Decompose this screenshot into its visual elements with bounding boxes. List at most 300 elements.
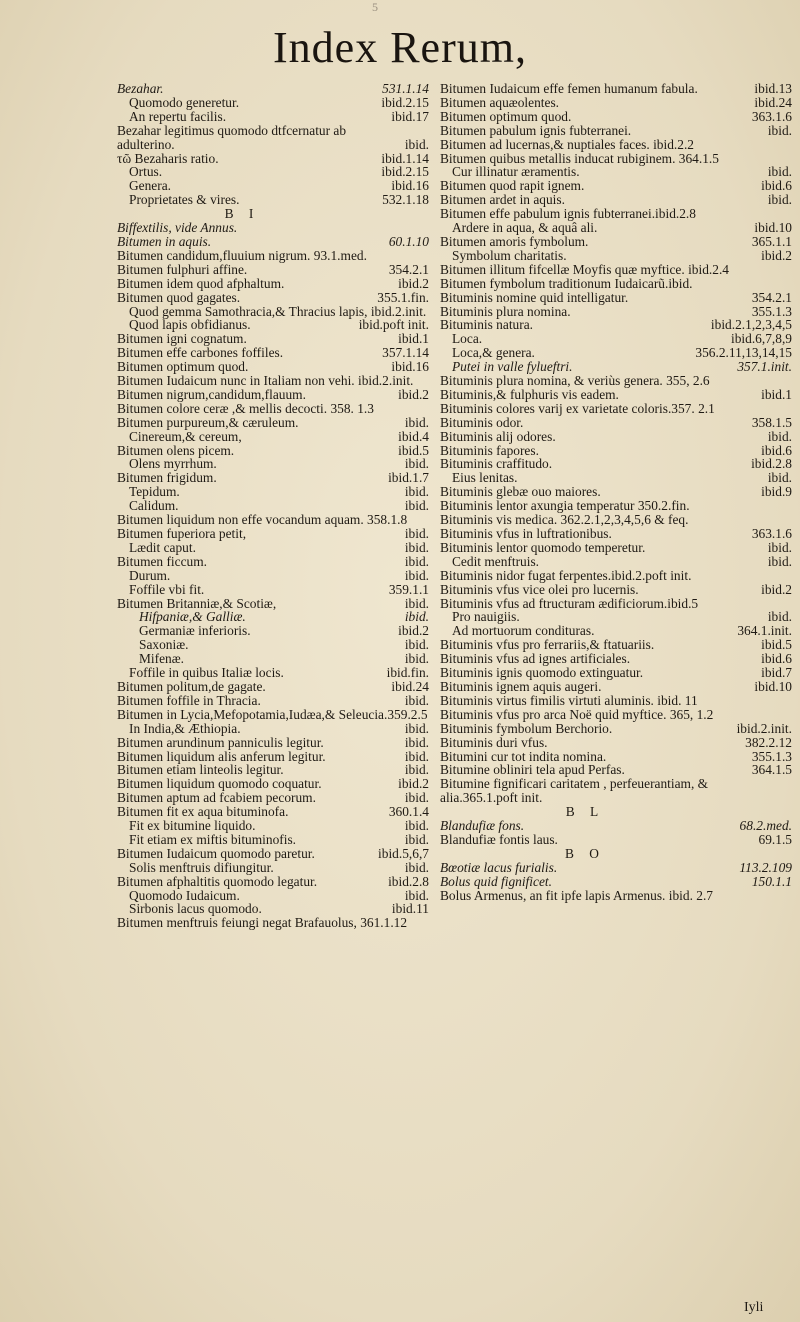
entry-text: Bituminis lentor axungia temperatur 350.2.fin. [440, 498, 690, 514]
index-entry [440, 332, 792, 346]
index-entry [440, 722, 792, 736]
entry-reference: ibid.2 [398, 275, 429, 291]
index-entry [440, 263, 792, 277]
entry-text: Quod gemma Samothracia,& Thracius lapis, ibid.2.init. [129, 303, 427, 319]
entry-text: Bitumen frigidum. [117, 470, 217, 486]
entry-reference: ibid.2.8 [388, 873, 429, 889]
index-entry [440, 110, 792, 124]
index-entry [117, 346, 429, 360]
entry-text: Saxoniæ. [139, 637, 189, 653]
entry-reference: 531.1.14 [382, 81, 429, 96]
index-entry [440, 388, 792, 402]
entry-text: Bitumen candidum,fluuium nigrum. 93.1.med. [117, 247, 367, 263]
entry-reference: ibid.4 [398, 428, 429, 444]
entry-text: Bitumini cur tot indita nomina. [440, 748, 607, 764]
entry-text: Bitumen Britanniæ,& Scotiæ, [117, 595, 277, 611]
entry-reference: 355.1.3 [751, 748, 792, 764]
index-entry [440, 471, 792, 485]
entry-reference: 532.1.18 [382, 192, 429, 208]
entry-reference: ibid.16 [391, 178, 429, 194]
entry-text: Bitumen foffile in Thracia. [117, 692, 261, 708]
index-entry [117, 847, 429, 861]
index-entry [440, 652, 792, 666]
entry-reference: ibid.10 [754, 678, 792, 694]
entry-text: Bitumen nigrum,candidum,flauum. [117, 386, 306, 402]
entry-text: Durum. [129, 567, 171, 583]
index-entry [440, 777, 792, 805]
entry-text: Bitumen in aquis. [117, 233, 212, 249]
entry-text: Proprietates & vires. [129, 192, 240, 208]
index-entry [440, 708, 792, 722]
index-entry [117, 750, 429, 764]
entry-reference: ibid.13 [754, 81, 792, 96]
index-entry [440, 750, 792, 764]
entry-reference: ibid. [404, 414, 429, 430]
entry-reference: 363.1.6 [751, 526, 792, 541]
index-entry [117, 318, 429, 332]
entry-reference: 357.1.14 [382, 345, 429, 361]
entry-reference: ibid. [404, 637, 429, 653]
index-entry [117, 624, 429, 638]
index-entry [440, 82, 792, 96]
entry-text: Bitumen liquidum non effe vocandum aquam. 358.1.8 [117, 512, 408, 528]
entry-text: Bituminis nomine quid intelligatur. [440, 289, 629, 305]
entry-text: An repertu facilis. [129, 108, 227, 124]
index-entry [117, 527, 429, 541]
entry-reference: ibid. [404, 720, 429, 736]
entry-text: Genera. [129, 178, 172, 194]
entry-reference: ibid.2 [398, 776, 429, 792]
entry-reference: ibid.17 [391, 108, 429, 124]
entry-reference: ibid.2 [398, 623, 429, 639]
entry-text: Bitumen fulphuri affine. [117, 261, 248, 277]
index-entry [440, 138, 792, 152]
entry-text: Mifenæ. [139, 651, 185, 667]
entry-text: Blandufiæ fons. [440, 818, 525, 834]
entry-text: Bituminis lentor quomodo temperetur. [440, 539, 646, 555]
entry-text: Bitumen afphaltitis quomodo legatur. [117, 873, 318, 889]
index-entry [440, 694, 792, 708]
entry-reference: ibid.24 [391, 678, 429, 694]
entry-reference: ibid.poft init. [358, 317, 429, 333]
entry-text: Fit ex bitumine liquido. [129, 818, 256, 834]
index-entry [440, 346, 792, 360]
index-entry [440, 193, 792, 207]
entry-text: Bitumen olens picem. [117, 442, 235, 458]
index-entry [440, 318, 792, 332]
entry-text: Bitumen ad lucernas,& nuptiales faces. ibid.2.2 [440, 136, 694, 152]
entry-text: Bituminis vfus ad ftructuram ædificiorum.ibid.5 [440, 595, 699, 611]
entry-reference: ibid. [404, 748, 429, 764]
entry-text: τῶ Bezaharis ratio. [117, 150, 219, 166]
entry-reference: ibid.1 [398, 331, 429, 347]
page-top-mark: 5 [372, 0, 378, 14]
entry-reference: ibid. [767, 164, 792, 180]
entry-reference: ibid. [767, 192, 792, 208]
entry-reference: ibid. [404, 553, 429, 569]
index-entry [117, 652, 429, 666]
index-entry [117, 694, 429, 708]
entry-reference: ibid. [404, 831, 429, 847]
entry-reference: ibid.11 [391, 901, 429, 917]
entry-text: Bitumen pabulum ignis fubterranei. [440, 122, 632, 138]
index-entry [440, 291, 792, 305]
index-entry [440, 179, 792, 193]
entry-text: In India,& Æthiopia. [129, 720, 241, 736]
index-entry [440, 513, 792, 527]
entry-reference: ibid.16 [391, 359, 429, 375]
index-entry [440, 875, 792, 889]
entry-text: Lædit caput. [129, 539, 196, 555]
entry-text: Bituminis vfus vice olei pro lucernis. [440, 581, 639, 597]
entry-reference: ibid.6 [761, 178, 792, 194]
index-entry [117, 777, 429, 791]
entry-text: Bituminis fapores. [440, 442, 539, 458]
entry-text: Bitumen fit ex aqua bituminofa. [117, 804, 289, 820]
index-entry [117, 263, 429, 277]
entry-text: Bitumen politum,de gagate. [117, 678, 266, 694]
index-entry [117, 402, 429, 416]
section-heading [440, 805, 792, 819]
index-entry [117, 485, 429, 499]
index-entry [117, 430, 429, 444]
entry-reference: 354.2.1 [388, 261, 429, 277]
section-heading [440, 847, 792, 861]
entry-reference: ibid. [404, 734, 429, 750]
index-entry [117, 124, 429, 152]
entry-text: Foffile in quibus Italiæ locis. [129, 665, 284, 681]
entry-text: Bituminis glebæ ouo maiores. [440, 484, 601, 500]
entry-text: Bezahar legitimus quomodo dtfcernatur ab adulterino. [117, 122, 347, 152]
entry-text: Bitumen illitum fifcellæ Moyfis quæ myftice. ibid.2.4 [440, 261, 729, 277]
entry-text: Bitumen quibus metallis inducat rubiginem. 364.1.5 [440, 150, 719, 166]
entry-text: Bitumen menftruis feiungi negat Brafauolus, 361.1.12 [117, 915, 408, 931]
index-entry [117, 513, 429, 527]
index-entry [440, 819, 792, 833]
entry-reference: ibid. [767, 539, 792, 555]
entry-text: Bituminis virtus fimilis virtuti aluminis. ibid. 11 [440, 692, 698, 708]
index-entry [117, 875, 429, 889]
entry-text: Bituminis vfus ad ignes artificiales. [440, 651, 631, 667]
entry-text: Bitumen Iudaicum quomodo paretur. [117, 845, 315, 861]
index-entry [440, 624, 792, 638]
entry-reference: 360.1.4 [388, 804, 429, 820]
section-heading [117, 207, 429, 221]
entry-text: Fit etiam ex miftis bituminofis. [129, 831, 297, 847]
entry-text: Bituminis plura nomina. [440, 303, 571, 319]
index-entry [440, 680, 792, 694]
entry-text: Calidum. [129, 498, 179, 514]
entry-reference: 359.2.5 [387, 706, 428, 722]
index-entry [440, 569, 792, 583]
index-entry [117, 165, 429, 179]
entry-reference: 356.2.11,13,14,15 [695, 345, 792, 361]
entry-text: Bezahar. [117, 81, 164, 96]
entry-reference: 68.2.med. [739, 818, 792, 834]
index-entry [117, 541, 429, 555]
entry-text: Bitumine fignificari caritatem , perfeuerantiam, & alia. [440, 776, 709, 806]
entry-text: Pro nauigiis. [452, 609, 520, 625]
entry-reference: ibid.2 [761, 247, 792, 263]
index-entry [440, 305, 792, 319]
index-entry [117, 374, 429, 388]
entry-reference: ibid. [767, 609, 792, 625]
entry-reference: ibid.7 [761, 665, 792, 681]
entry-text: Tepidum. [129, 484, 180, 500]
index-entry [440, 165, 792, 179]
index-entry [117, 763, 429, 777]
entry-reference: 364.1.5 [751, 762, 792, 778]
entry-text: Bitumen liquidum alis anferum legitur. [117, 748, 326, 764]
entry-text: Ad mortuorum condituras. [452, 623, 595, 639]
index-entry [440, 527, 792, 541]
index-entry [117, 708, 429, 722]
entry-text: Bitumine obliniri tela apud Perfas. [440, 762, 625, 778]
index-entry [117, 179, 429, 193]
entry-reference: ibid.2.1,2,3,4,5 [710, 317, 792, 333]
index-entry [117, 416, 429, 430]
entry-text: Solis menftruis difiungitur. [129, 859, 274, 875]
index-entry [117, 902, 429, 916]
index-entry [117, 680, 429, 694]
index-entry [117, 82, 429, 96]
entry-text: Cedit menftruis. [452, 553, 540, 569]
entry-reference: ibid.5 [761, 637, 792, 653]
entry-text: Ardere in aqua, & aquâ ali. [452, 220, 598, 236]
index-entry [440, 763, 792, 777]
index-entry [117, 360, 429, 374]
entry-text: Bitumen etiam linteolis legitur. [117, 762, 284, 778]
entry-text: Bituminis natura. [440, 317, 533, 333]
entry-text: Bitumen Iudaicum nunc in Italiam non vehi. ibid.2.init. [117, 373, 414, 389]
entry-reference: ibid. [767, 428, 792, 444]
index-entry [117, 555, 429, 569]
entry-reference: 364.1.init. [737, 623, 792, 639]
entry-text: Sirbonis lacus quomodo. [129, 901, 262, 917]
entry-reference: ibid.fin. [386, 665, 429, 681]
entry-reference: 69.1.5 [758, 831, 792, 847]
entry-text: Bitumen colore ceræ ,& mellis decocti. 358. 1.3 [117, 400, 374, 416]
entry-reference: ibid.24 [754, 94, 792, 110]
index-entry [440, 638, 792, 652]
entry-reference: ibid.6 [761, 651, 792, 667]
entry-text: Bitumen effe pabulum ignis fubterranei.ibid.2.8 [440, 206, 696, 222]
entry-text: Cur illinatur æramentis. [452, 164, 580, 180]
entry-reference: ibid. [767, 122, 792, 138]
entry-reference: 355.1.3 [751, 303, 792, 319]
entry-text: Bœotiæ lacus furialis. [440, 859, 558, 875]
entry-reference: 363.1.6 [751, 108, 792, 124]
index-entry [117, 305, 429, 319]
entry-text: Bituminis,& fulphuris vis eadem. [440, 386, 619, 402]
entry-text: Bolus Armenus, an fit ipfe lapis Armenus. ibid. 2.7 [440, 887, 713, 903]
entry-reference: 150.1.1 [751, 873, 792, 889]
entry-text: Bitumen purpureum,& cæruleum. [117, 414, 299, 430]
index-entry [117, 277, 429, 291]
entry-reference: ibid.5 [398, 442, 429, 458]
index-entry [117, 388, 429, 402]
entry-text: Symbolum charitatis. [452, 247, 567, 263]
index-entry [440, 444, 792, 458]
entry-text: Bituminis vfus in luftrationibus. [440, 526, 612, 541]
index-entry [117, 791, 429, 805]
entry-text: Cinereum,& cereum, [129, 428, 242, 444]
index-entry [117, 457, 429, 471]
entry-text: Bitumen igni cognatum. [117, 331, 247, 347]
index-entry [440, 430, 792, 444]
entry-reference: ibid.10 [754, 220, 792, 236]
index-entry [440, 555, 792, 569]
entry-reference: 113.2.109 [739, 859, 792, 875]
entry-reference: ibid. [404, 498, 429, 514]
index-entry [440, 152, 792, 166]
index-entry [117, 722, 429, 736]
entry-reference: ibid.6,7,8,9 [730, 331, 792, 347]
entry-reference: ibid. [767, 553, 792, 569]
entry-text: Bituminis fymbolum Berchorio. [440, 720, 613, 736]
index-entry [440, 610, 792, 624]
entry-reference: ibid. [404, 762, 429, 778]
entry-text: B L [565, 804, 605, 820]
entry-reference: ibid. [404, 609, 429, 625]
index-entry [440, 402, 792, 416]
entry-reference: 359.1.1 [388, 581, 429, 597]
entry-text: Bitumen optimum quod. [440, 108, 572, 124]
entry-reference: ibid.2.15 [381, 94, 429, 110]
entry-text: Bitumen Iudaicum effe femen humanum fabula. [440, 81, 698, 96]
entry-text: Bolus quid fignificet. [440, 873, 552, 889]
entry-text: Bituminis ignis quomodo extinguatur. [440, 665, 644, 681]
entry-reference: 357.1.init. [737, 359, 792, 375]
entry-text: Loca. [452, 331, 483, 347]
index-entry [440, 861, 792, 875]
index-entry [440, 207, 792, 221]
index-entry [117, 861, 429, 875]
index-entry [440, 124, 792, 138]
entry-reference: ibid. [404, 539, 429, 555]
entry-text: Bitumen ficcum. [117, 553, 207, 569]
entry-reference: ibid.2.15 [381, 164, 429, 180]
entry-reference: ibid.2.8 [751, 456, 792, 472]
index-entry [117, 96, 429, 110]
entry-text: Bituminis vfus pro arca Noë quid myftice. 365, 1.2 [440, 706, 714, 722]
catchword: Iyli [744, 1300, 764, 1315]
right-column [440, 82, 792, 902]
entry-text: Bitumen quod rapit ignem. [440, 178, 585, 194]
index-entry [117, 597, 429, 611]
entry-text: Bitumen quod gagates. [117, 289, 241, 305]
entry-text: Blandufiæ fontis laus. [440, 831, 558, 847]
index-entry [117, 916, 429, 930]
index-entry [440, 360, 792, 374]
entry-text: Bitumen aptum ad fcabiem pecorum. [117, 790, 316, 806]
entry-text: Quomodo generetur. [129, 94, 240, 110]
entry-text: Bitumen ardet in aquis. [440, 192, 565, 208]
index-entry [117, 193, 429, 207]
entry-text: Bituminis duri vfus. [440, 734, 548, 750]
entry-reference: 365.1.poft init. [462, 790, 543, 806]
index-entry [440, 736, 792, 750]
entry-text: Bituminis odor. [440, 414, 524, 430]
entry-text: Bituminis vfus pro ferrariis,& ftatuariis. [440, 637, 655, 653]
entry-text: Bituminis nidor fugat ferpentes.ibid.2.poft init. [440, 567, 692, 583]
entry-reference: 382.2.12 [745, 734, 792, 750]
index-entry [117, 332, 429, 346]
index-entry [117, 471, 429, 485]
entry-text: Quod lapis obfidianus. [129, 317, 251, 333]
entry-reference: 354.2.1 [751, 289, 792, 305]
entry-text: Eius lenitas. [452, 470, 518, 486]
entry-reference: ibid.9 [761, 484, 792, 500]
entry-reference: ibid. [404, 818, 429, 834]
index-entry [117, 819, 429, 833]
index-entry [117, 833, 429, 847]
entry-text: Germaniæ inferioris. [139, 623, 251, 639]
entry-text: Putei in valle fylueftri. [452, 359, 573, 375]
entry-reference: ibid.2 [398, 386, 429, 402]
index-entry [440, 235, 792, 249]
entry-text: Bitumen arundinum panniculis legitur. [117, 734, 324, 750]
entry-text: Quomodo Iudaicum. [129, 887, 240, 903]
index-entry [117, 610, 429, 624]
entry-reference: 365.1.1 [751, 233, 792, 249]
entry-reference: ibid.1 [761, 386, 792, 402]
entry-text: Bituminis craffitudo. [440, 456, 553, 472]
entry-reference: 60.1.10 [388, 233, 429, 249]
entry-reference: ibid. [404, 567, 429, 583]
entry-text: Bitumen in Lycia,Mefopotamia,Iudæa,& Seleucia. [117, 706, 388, 722]
index-entry [117, 638, 429, 652]
index-entry [117, 583, 429, 597]
index-entry [440, 374, 792, 388]
entry-text: Bitumen amoris fymbolum. [440, 233, 589, 249]
index-entry [117, 221, 429, 235]
entry-text: Bitumen optimum quod. [117, 359, 249, 375]
entry-reference: ibid. [404, 887, 429, 903]
index-entry [117, 736, 429, 750]
entry-reference: ibid. [767, 470, 792, 486]
index-entry [117, 499, 429, 513]
entry-text: B I [224, 206, 260, 222]
entry-text: Hifpaniæ,& Galliæ. [139, 609, 246, 625]
entry-text: B O [565, 845, 605, 861]
entry-reference: ibid. [404, 859, 429, 875]
index-entry [117, 110, 429, 124]
index-entry [117, 235, 429, 249]
entry-text: Ortus. [129, 164, 163, 180]
entry-text: Bituminis plura nomina, & veriùs genera. 355, 2.6 [440, 373, 710, 389]
entry-text: Bitumen fymbolum traditionum Iudaicarũ.ibid. [440, 275, 693, 291]
entry-reference: ibid.1.14 [381, 150, 429, 166]
entry-text: Bitumen fuperiora petit, [117, 526, 247, 541]
index-entry [117, 291, 429, 305]
entry-text: Bituminis alij odores. [440, 428, 556, 444]
index-entry [440, 277, 792, 291]
index-entry [440, 249, 792, 263]
index-entry [117, 249, 429, 263]
entry-text: Bitumen liquidum quomodo coquatur. [117, 776, 322, 792]
entry-text: Bituminis ignem aquis augeri. [440, 678, 602, 694]
index-entry [440, 541, 792, 555]
entry-text: Bitumen idem quod afphaltum. [117, 275, 285, 291]
index-entry [440, 96, 792, 110]
entry-reference: ibid.2 [761, 581, 792, 597]
entry-text: Foffile vbi fit. [129, 581, 205, 597]
entry-text: Bitumen aquæolentes. [440, 94, 560, 110]
entry-reference: ibid. [404, 526, 429, 541]
index-entry [117, 666, 429, 680]
index-entry [440, 457, 792, 471]
